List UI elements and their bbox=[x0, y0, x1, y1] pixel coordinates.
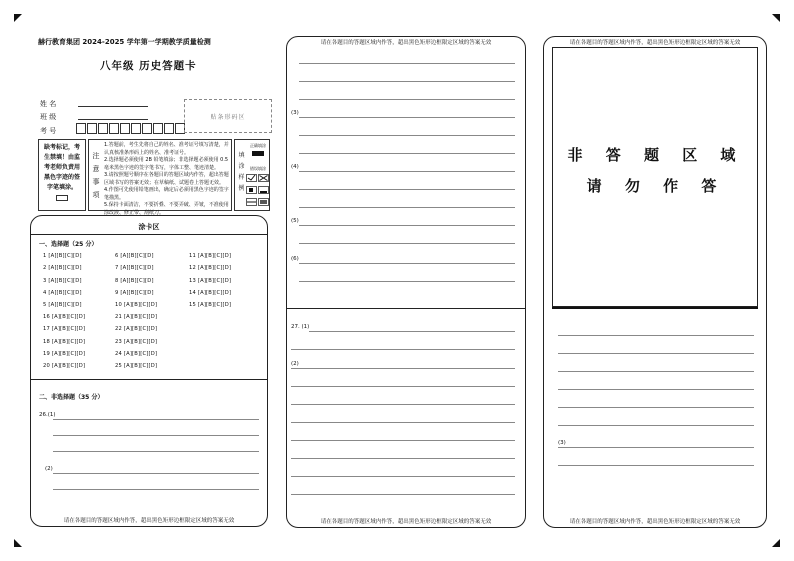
id-digit-box[interactable] bbox=[87, 123, 97, 134]
answer-line[interactable] bbox=[299, 171, 515, 172]
answer-line[interactable] bbox=[291, 494, 515, 495]
answer-panel-right bbox=[543, 36, 767, 528]
answer-line[interactable] bbox=[558, 371, 754, 372]
question-26-2: (2) bbox=[45, 466, 53, 472]
section1-title: 一、选择题（25 分） bbox=[39, 241, 98, 248]
answer-line[interactable] bbox=[291, 368, 515, 369]
id-digit-box[interactable] bbox=[131, 123, 141, 134]
mc-question-row[interactable]: 5 [A][B][C][D] bbox=[43, 302, 82, 309]
id-digit-box[interactable] bbox=[76, 123, 86, 134]
answer-line[interactable] bbox=[558, 407, 754, 408]
mc-question-row[interactable]: 19 [A][B][C][D] bbox=[43, 350, 86, 357]
answer-line[interactable] bbox=[291, 440, 515, 441]
mc-question-row[interactable]: 17 [A][B][C][D] bbox=[43, 326, 86, 333]
header-notice-middle: 请在各题目的答题区域内作答，超出黑色矩形边框限定区域的答案无效 bbox=[320, 40, 492, 46]
answer-line[interactable] bbox=[299, 207, 515, 208]
answer-line[interactable] bbox=[558, 425, 754, 426]
corner-mark-bottom-left bbox=[14, 539, 22, 547]
mc-question-row[interactable]: 10 [A][B][C][D] bbox=[115, 302, 158, 309]
footer-notice-right: 请在各题目的答题区域内作答，超出黑色矩形边框限定区域的答案无效 bbox=[569, 519, 741, 525]
answer-line[interactable] bbox=[309, 331, 515, 332]
notice-list bbox=[104, 142, 230, 217]
mc-question-row[interactable]: 4 [A][B][C][D] bbox=[43, 289, 82, 296]
id-label: 考 号 bbox=[40, 127, 57, 135]
answer-line[interactable] bbox=[291, 349, 515, 350]
fill-area-title: 涂卡区 bbox=[138, 223, 160, 231]
divider bbox=[31, 234, 267, 235]
mc-question-row[interactable]: 14 [A][B][C][D] bbox=[189, 289, 232, 296]
mc-question-row[interactable]: 8 [A][B][C][D] bbox=[115, 277, 154, 284]
corner-mark-top-left bbox=[14, 14, 22, 22]
header-notice-right: 请在各题目的答题区域内作答，超出黑色矩形边框限定区域的答案无效 bbox=[569, 40, 741, 46]
corner-mark-top-right bbox=[772, 14, 780, 22]
class-field[interactable] bbox=[78, 111, 148, 120]
sheet-title: 八年级 历史答题卡 bbox=[100, 60, 197, 72]
answer-line[interactable] bbox=[558, 389, 754, 390]
notice-label: 注意事项 bbox=[92, 152, 100, 199]
mc-question-row[interactable]: 18 [A][B][C][D] bbox=[43, 338, 86, 345]
answer-line[interactable] bbox=[299, 243, 515, 244]
id-digit-box[interactable] bbox=[142, 123, 152, 134]
question-4: (4) bbox=[291, 164, 299, 170]
mc-question-row[interactable]: 13 [A][B][C][D] bbox=[189, 277, 232, 284]
notice-item: 3.请按照题号顺序在各题目的答题区域内作答，超出答题区域书写的答案无效；在草稿纸、试题卷上答题无效。 bbox=[104, 172, 229, 186]
name-label: 姓 名 bbox=[40, 100, 57, 108]
footer-notice-left: 请在各题目的答题区域内作答，超出黑色矩形边框限定区域的答案无效 bbox=[63, 518, 235, 524]
mc-question-row[interactable]: 11 [A][B][C][D] bbox=[189, 253, 232, 259]
answer-line[interactable] bbox=[299, 99, 515, 100]
question-27-2: (2) bbox=[291, 361, 299, 367]
correct-fill-label: 正确填涂 bbox=[250, 143, 266, 148]
answer-line[interactable] bbox=[299, 81, 515, 82]
question-5: (5) bbox=[291, 218, 299, 224]
id-digit-box[interactable] bbox=[109, 123, 119, 134]
wrong-fill-samples bbox=[246, 174, 270, 208]
mc-question-row[interactable]: 9 [A][B][C][D] bbox=[115, 289, 154, 296]
absent-checkbox[interactable] bbox=[56, 195, 68, 201]
notice-item: 1.答题前，考生先将自己的姓名、准考证号填写清楚，并认真核准条形码上的姓名、准考证号。 bbox=[104, 142, 229, 156]
question-27-1: 27. (1) bbox=[291, 324, 310, 330]
answer-line[interactable] bbox=[291, 476, 515, 477]
answer-line[interactable] bbox=[291, 458, 515, 459]
divider bbox=[31, 379, 267, 380]
answer-line[interactable] bbox=[558, 465, 754, 466]
footer-notice-middle: 请在各题目的答题区域内作答，超出黑色矩形边框限定区域的答案无效 bbox=[320, 519, 492, 525]
answer-line[interactable] bbox=[53, 451, 259, 452]
answer-line[interactable] bbox=[53, 419, 259, 420]
correct-fill-sample bbox=[252, 151, 264, 156]
answer-line[interactable] bbox=[299, 117, 515, 118]
answer-line[interactable] bbox=[558, 353, 754, 354]
absent-mark-box bbox=[38, 139, 86, 211]
answer-panel-middle bbox=[286, 36, 526, 528]
mc-question-row[interactable]: 12 [A][B][C][D] bbox=[189, 265, 232, 272]
mc-question-row[interactable]: 20 [A][B][C][D] bbox=[43, 363, 86, 370]
id-digit-box[interactable] bbox=[120, 123, 130, 134]
mc-question-row[interactable]: 25 [A][B][C][D] bbox=[115, 363, 158, 370]
fill-example-label: 填涂样例 bbox=[238, 152, 245, 192]
name-field[interactable] bbox=[78, 98, 148, 107]
id-digit-box[interactable] bbox=[153, 123, 163, 134]
question-3: (3) bbox=[291, 110, 299, 116]
answer-line[interactable] bbox=[558, 335, 754, 336]
mc-question-row[interactable]: 2 [A][B][C][D] bbox=[43, 265, 82, 272]
notice-box bbox=[88, 139, 232, 216]
mc-question-row[interactable]: 6 [A][B][C][D] bbox=[115, 253, 154, 259]
barcode-label: 贴条形码区 bbox=[210, 113, 246, 121]
section2-title: 二、非选择题（35 分） bbox=[39, 394, 104, 401]
answer-panel-left bbox=[30, 215, 268, 527]
answer-line[interactable] bbox=[299, 153, 515, 154]
notice-item: 4.作图可先使用铅笔画出，确定后必须用黑色字迹的签字笔描黑。 bbox=[104, 187, 229, 201]
mc-question-row[interactable]: 24 [A][B][C][D] bbox=[115, 350, 158, 357]
answer-line[interactable] bbox=[299, 189, 515, 190]
mc-question-row[interactable]: 1 [A][B][C][D] bbox=[43, 253, 82, 259]
id-digit-box[interactable] bbox=[98, 123, 108, 134]
divider bbox=[552, 307, 758, 309]
answer-line[interactable] bbox=[291, 422, 515, 423]
id-digit-box[interactable] bbox=[164, 123, 174, 134]
corner-mark-bottom-right bbox=[772, 539, 780, 547]
question-3-right: (3) bbox=[558, 440, 566, 446]
mc-question-row[interactable]: 3 [A][B][C][D] bbox=[43, 277, 82, 284]
answer-line[interactable] bbox=[53, 435, 259, 436]
barcode-area bbox=[184, 99, 272, 133]
fill-example-box bbox=[234, 139, 270, 211]
id-boxes[interactable] bbox=[76, 123, 186, 134]
answer-line[interactable] bbox=[291, 386, 515, 387]
mc-question-row[interactable]: 22 [A][B][C][D] bbox=[115, 326, 158, 333]
answer-line[interactable] bbox=[299, 135, 515, 136]
answer-line[interactable] bbox=[299, 225, 515, 226]
no-answer-text-2: 请 勿 作 答 bbox=[586, 177, 726, 195]
mc-question-row[interactable]: 7 [A][B][C][D] bbox=[115, 265, 154, 272]
question-6: (6) bbox=[291, 256, 299, 262]
answer-line[interactable] bbox=[558, 447, 754, 448]
mc-question-row[interactable]: 23 [A][B][C][D] bbox=[115, 338, 158, 345]
answer-line[interactable] bbox=[53, 473, 259, 474]
divider bbox=[287, 308, 525, 309]
no-answer-zone bbox=[552, 47, 758, 307]
wrong-fill-label: 错误填涂 bbox=[250, 166, 266, 171]
notice-item: 2.选择题必须使用 2B 铅笔填涂；非选择题必须使用 0.5 毫米黑色字迹的签字笔书写，字体工整、笔迹清楚。 bbox=[104, 157, 229, 171]
mc-question-row[interactable]: 21 [A][B][C][D] bbox=[115, 314, 158, 320]
mc-question-row[interactable]: 15 [A][B][C][D] bbox=[189, 302, 232, 309]
mc-question-row[interactable]: 16 [A][B][C][D] bbox=[43, 314, 86, 320]
no-answer-text-1: 非 答 题 区 域 bbox=[567, 146, 745, 164]
absent-note: 缺考标记，考生禁填！由监考老师负责用黑色字迹的签字笔填涂。 bbox=[43, 144, 80, 191]
question-26-1: 26.(1) bbox=[39, 412, 56, 418]
exam-title: 赫行教育集团 2024-2025 学年第一学期教学质量检测 bbox=[38, 38, 211, 46]
answer-line[interactable] bbox=[299, 63, 515, 64]
notice-item: 5.保持卡面清洁，不要折叠、不要弄破、弄皱，不准使用涂改液、修正带、刮纸刀。 bbox=[104, 202, 229, 216]
answer-line[interactable] bbox=[291, 404, 515, 405]
answer-line[interactable] bbox=[53, 489, 259, 490]
answer-line[interactable] bbox=[299, 281, 515, 282]
class-label: 班 级 bbox=[40, 113, 57, 121]
answer-line[interactable] bbox=[299, 263, 515, 264]
